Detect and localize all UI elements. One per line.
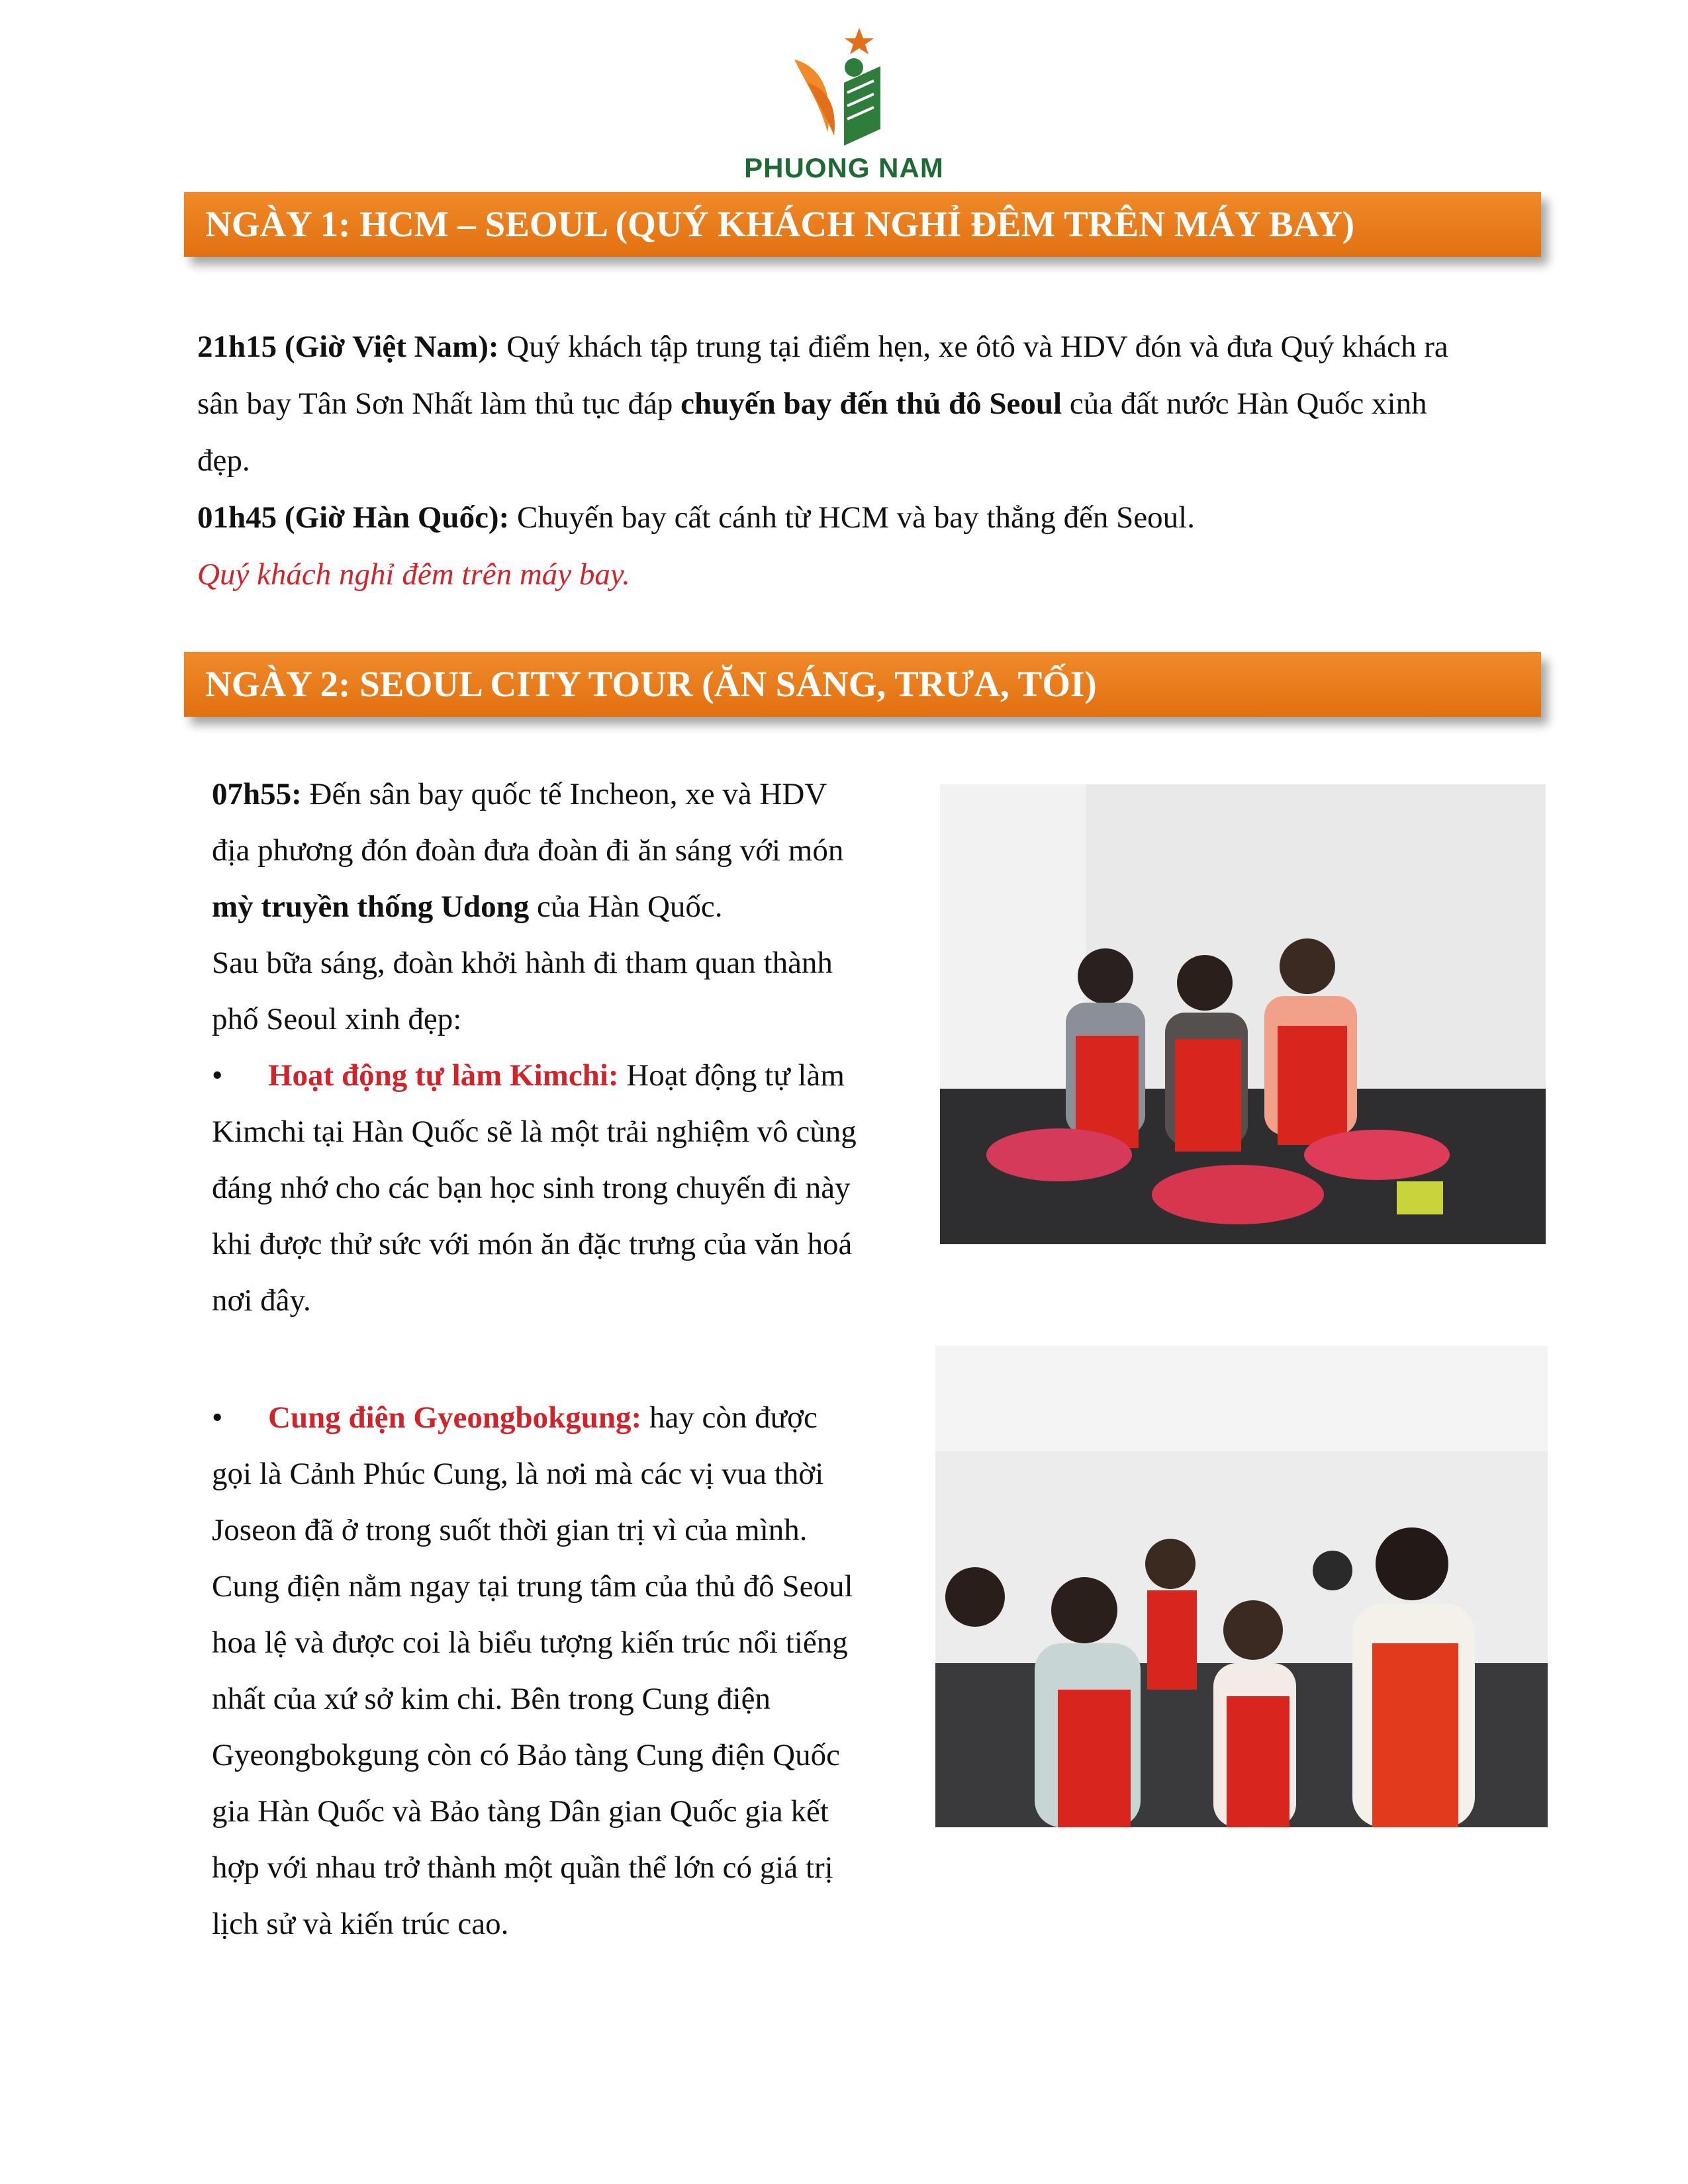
palace-text-l6: nhất của xứ sở kim chi. Bên trong Cung điện (212, 1682, 771, 1716)
palace-text-l8: gia Hàn Quốc và Bảo tàng Dân gian Quốc gia kết (212, 1794, 829, 1829)
palace-text-l4: Cung điện nằm ngay tại trung tâm của thủ đô Seoul (212, 1569, 853, 1604)
logo-emblem-icon (781, 20, 907, 152)
kimchi-text-l1: Hoạt động tự làm (618, 1058, 845, 1093)
group-photo (935, 1345, 1548, 1827)
palace-text-l9: hợp với nhau trở thành một quần thể lớn có giá trị (212, 1850, 833, 1885)
day2-text-l4: Sau bữa sáng, đoàn khởi hành đi tham quan thành (212, 946, 833, 980)
logo-text: PHUONG NAM (744, 152, 944, 183)
palace-text-l2: gọi là Cảnh Phúc Cung, là nơi mà các vị vua thời (212, 1457, 824, 1491)
day2-text-l3: của Hàn Quốc. (529, 889, 723, 924)
day1-note: Quý khách nghỉ đêm trên máy bay. (197, 557, 630, 592)
day1-banner: NGÀY 1: HCM – SEOUL (QUÝ KHÁCH NGHỈ ĐÊM TRÊN MÁY BAY) (184, 192, 1541, 257)
day1-text-1d: đẹp. (197, 443, 250, 478)
kimchi-title: Hoạt động tự làm Kimchi: (268, 1058, 619, 1093)
day1-time-2: 01h45 (Giờ Hàn Quốc): (197, 500, 510, 535)
palace-paragraph (212, 1390, 887, 1952)
day2-text-l5: phố Seoul xinh đẹp: (212, 1002, 462, 1036)
kimchi-photo (940, 784, 1546, 1244)
company-logo (735, 20, 953, 185)
day1-text-2: Chuyến bay cất cánh từ HCM và bay thẳng đến Seoul. (509, 500, 1195, 535)
day2-text-l1: Đến sân bay quốc tế Incheon, xe và HDV (301, 777, 827, 811)
day2-text-l2: địa phương đón đoàn đưa đoàn đi ăn sáng với món (212, 833, 844, 868)
palace-text-l7: Gyeongbokgung còn có Bảo tàng Cung điện Quốc (212, 1738, 840, 1772)
palace-text-l1: hay còn được (641, 1400, 818, 1435)
kimchi-text-l3: đáng nhớ cho các bạn học sinh trong chuyến đi này (212, 1171, 851, 1205)
kimchi-text-l4: khi được thử sức với món ăn đặc trưng của văn hoá (212, 1227, 853, 1261)
day1-text-1c: của đất nước Hàn Quốc xinh (1062, 387, 1427, 421)
day2-intro (212, 766, 887, 1329)
bullet-icon: • (212, 1400, 223, 1435)
day2-dish: mỳ truyền thống Udong (212, 889, 530, 924)
palace-text-l10: lịch sử và kiến trúc cao. (212, 1907, 509, 1941)
day1-paragraph (197, 318, 1541, 603)
day1-bold-flight: chuyến bay đến thủ đô Seoul (680, 387, 1062, 421)
day1-text-1a: Quý khách tập trung tại điểm hẹn, xe ôtô và HDV đón và đưa Quý khách ra (498, 330, 1448, 364)
palace-title: Cung điện Gyeongbokgung: (268, 1400, 642, 1435)
day1-time-1: 21h15 (Giờ Việt Nam): (197, 330, 499, 364)
kimchi-text-l2: Kimchi tại Hàn Quốc sẽ là một trải nghiệm vô cùng (212, 1115, 857, 1149)
bullet-icon: • (212, 1058, 223, 1093)
day2-time: 07h55: (212, 777, 302, 811)
kimchi-text-l5: nơi đây. (212, 1283, 311, 1318)
palace-text-l3: Joseon đã ở trong suốt thời gian trị vì của mình. (212, 1513, 808, 1547)
day2-banner: NGÀY 2: SEOUL CITY TOUR (ĂN SÁNG, TRƯA, TỐI) (184, 652, 1541, 717)
day1-text-1b: sân bay Tân Sơn Nhất làm thủ tục đáp (197, 387, 681, 421)
palace-text-l5: hoa lệ và được coi là biểu tượng kiến trúc nổi tiếng (212, 1625, 848, 1660)
